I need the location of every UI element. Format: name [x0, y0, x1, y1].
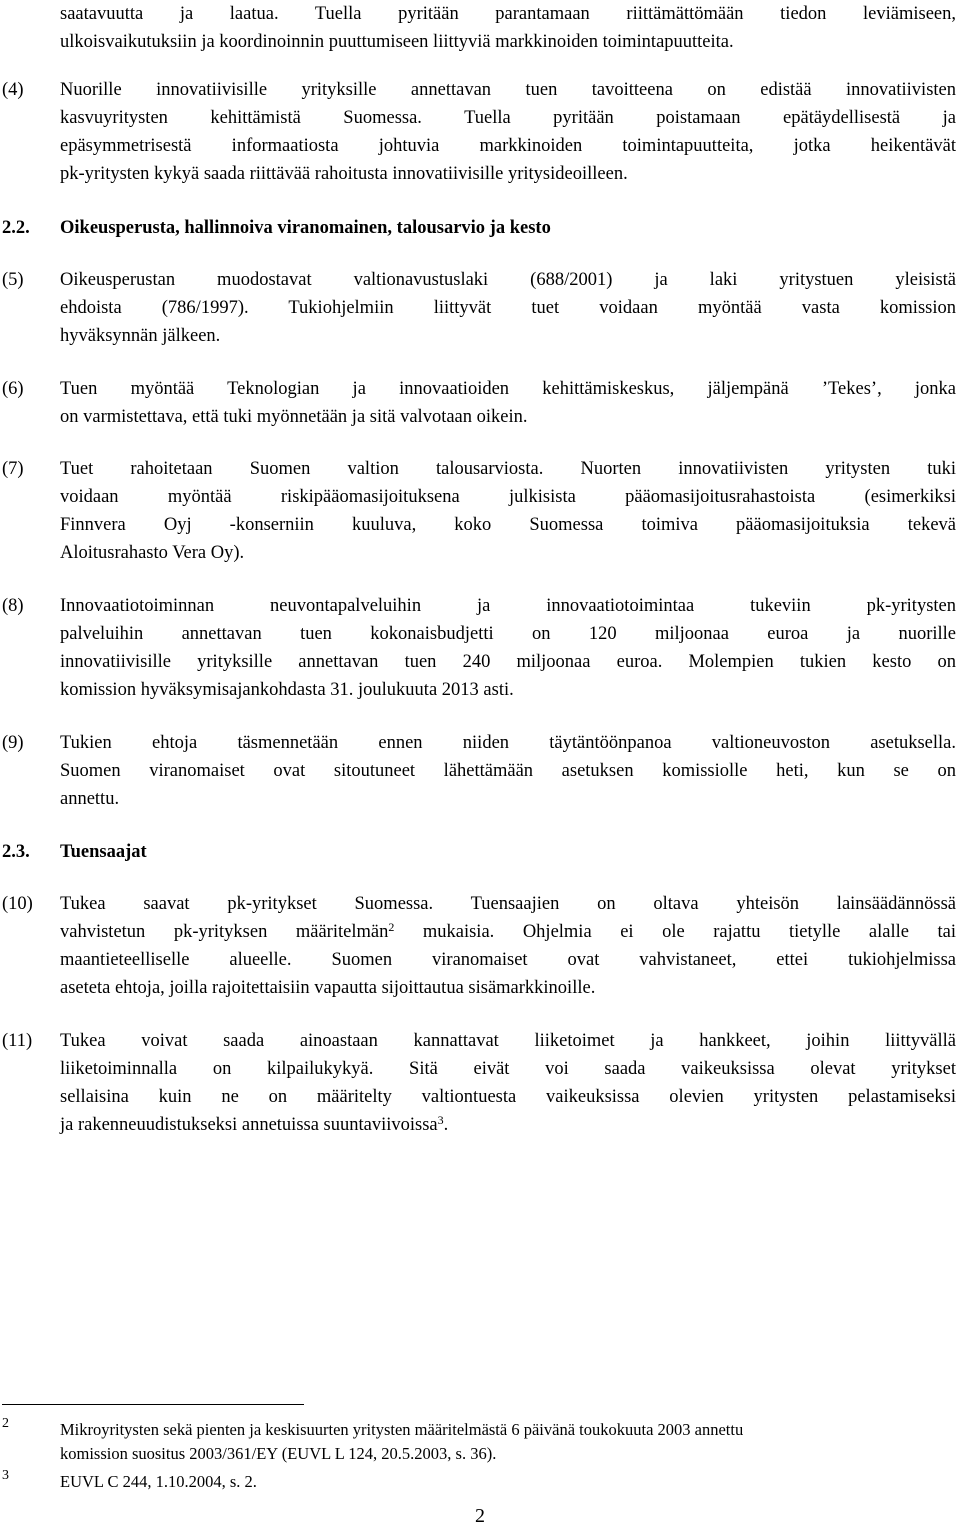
paragraph-line: Suomen viranomaiset ovat sitoutuneet lähettämään asetuksen komissiolle heti, kun se on — [60, 761, 956, 781]
intro-line: saatavuutta ja laatua. Tuella pyritään parantamaan riittämättömään tiedon leviämiseen, — [60, 4, 956, 24]
paragraph-line: on varmistettava, että tuki myönnetään ja sitä valvotaan oikein. — [60, 407, 528, 427]
paragraph-number: (11) — [2, 1031, 33, 1051]
paragraph-line-text: . — [443, 1115, 449, 1135]
footnote-body — [60, 1470, 940, 1494]
paragraph-line: hyväksynnän jälkeen. — [60, 326, 221, 346]
paragraph-body — [60, 266, 956, 350]
footnote-line: Mikroyritysten sekä pienten ja keskisuurten yritysten määritelmästä 6 päivänä toukokuuta 2003 annettu — [60, 1420, 744, 1439]
footnote-reference[interactable]: 3 — [437, 1113, 444, 1127]
paragraph-line: liiketoiminnalla on kilpailukykyä. Sitä eivät voi saada vaikeuksissa olevat yritykset — [60, 1059, 956, 1079]
paragraph-line — [60, 918, 956, 946]
paragraph-line: ehdoista (786/1997). Tukiohjelmiin liittyvät tuet voidaan myöntää vasta komission — [60, 298, 956, 318]
paragraph-line: Tuet rahoitetaan Suomen valtion talousarviosta. Nuorten innovatiivisten yritysten tuki — [60, 459, 956, 479]
paragraph-body — [60, 592, 956, 704]
paragraph-line-text: mukaisia. Ohjelmia ei ole rajattu tietylle alalle tai — [394, 922, 956, 942]
paragraph-number: (10) — [2, 894, 33, 914]
paragraph-line: sellaisina kuin ne on määritelty valtiontuesta vaikeuksissa olevien yritysten pelastamiseksi — [60, 1087, 956, 1107]
paragraph-body — [60, 1027, 956, 1139]
paragraph-body — [60, 375, 956, 431]
intro-continuation — [60, 0, 956, 56]
paragraph-line: Nuorille innovatiivisille yrityksille annettavan tuen tavoitteena on edistää innovatiivisten — [60, 80, 956, 100]
footnote-line: komission suositus 2003/361/EY (EUVL L 124, 20.5.2003, s. 36). — [60, 1444, 497, 1463]
paragraph-line: Finnvera Oyj -konserniin kuuluva, koko Suomessa toimiva pääomasijoituksia tekevä — [60, 515, 956, 535]
paragraph-line: Tukea saavat pk-yritykset Suomessa. Tuensaajien on oltava yhteisön lainsäädännössä — [60, 894, 956, 914]
page-number: 2 — [475, 1505, 485, 1527]
paragraph-line: aseteta ehtoja, joilla rajoitettaisiin vapautta sijoittautua sisämarkkinoille. — [60, 978, 596, 998]
paragraph-number: (6) — [2, 379, 24, 399]
paragraph-line: kasvuyritysten kehittämistä Suomessa. Tuella pyritään poistamaan epätäydellisestä ja — [60, 108, 956, 128]
footnote-reference[interactable]: 2 — [388, 920, 395, 934]
paragraph-line-text: ja rakenneuudistukseksi annetuissa suuntaviivoissa — [60, 1115, 438, 1135]
paragraph-body — [60, 890, 956, 1002]
paragraph-number: (5) — [2, 270, 24, 290]
paragraph-line: annettu. — [60, 789, 120, 809]
paragraph-line — [60, 1111, 956, 1139]
heading-number: 2.2. — [2, 218, 30, 238]
paragraph-line: maantieteelliselle alueelle. Suomen viranomaiset ovat vahvistaneet, ettei tukiohjelmissa — [60, 950, 956, 970]
paragraph-line: palveluihin annettavan tuen kokonaisbudjetti on 120 miljoonaa euroa ja nuorille — [60, 624, 956, 644]
paragraph-body — [60, 76, 956, 188]
paragraph-number: (8) — [2, 596, 24, 616]
paragraph-line: Innovaatiotoiminnan neuvontapalveluihin ja innovaatiotoimintaa tukeviin pk-yritysten — [60, 596, 956, 616]
footnote-separator — [2, 1404, 304, 1405]
paragraph-body — [60, 729, 956, 813]
paragraph-line: pk-yritysten kykyä saada riittävää rahoitusta innovatiivisille yritysideoilleen. — [60, 164, 628, 184]
paragraph-line: komission hyväksymisajankohdasta 31. joulukuuta 2013 asti. — [60, 680, 514, 700]
footnote-line: EUVL C 244, 1.10.2004, s. 2. — [60, 1472, 257, 1491]
footnote-body — [60, 1418, 940, 1466]
paragraph-line: innovatiivisille yrityksille annettavan tuen 240 miljoonaa euroa. Molempien tukien kesto on — [60, 652, 956, 672]
paragraph-body — [60, 455, 956, 567]
paragraph-line-text: vahvistetun pk-yrityksen määritelmän — [60, 922, 389, 942]
paragraph-number: (7) — [2, 459, 24, 479]
paragraph-line: Aloitusrahasto Vera Oy). — [60, 543, 245, 563]
paragraph-line: Tukien ehtoja täsmennetään ennen niiden täytäntöönpanoa valtioneuvoston asetuksella. — [60, 733, 956, 753]
paragraph-number: (9) — [2, 733, 24, 753]
paragraph-number: (4) — [2, 80, 24, 100]
paragraph-line: Tuen myöntää Teknologian ja innovaatioiden kehittämiskeskus, jäljempänä ’Tekes’, jonka — [60, 379, 956, 399]
heading-title: Tuensaajat — [60, 842, 147, 862]
intro-line: ulkoisvaikutuksiin ja koordinoinnin puuttumiseen liittyviä markkinoiden toimintapuutteita. — [60, 32, 734, 52]
footnote-number: 2 — [2, 1416, 9, 1431]
paragraph-line: Oikeusperustan muodostavat valtionavustuslaki (688/2001) ja laki yritystuen yleisistä — [60, 270, 956, 290]
paragraph-line: epäsymmetrisestä informaatiosta johtuvia markkinoiden toimintapuutteita, jotka heikentävät — [60, 136, 956, 156]
heading-title: Oikeusperusta, hallinnoiva viranomainen, talousarvio ja kesto — [60, 218, 551, 238]
paragraph-line: Tukea voivat saada ainoastaan kannattavat liiketoimet ja hankkeet, joihin liittyvällä — [60, 1031, 956, 1051]
paragraph-line: voidaan myöntää riskipääomasijoituksena julkisista pääomasijoitusrahastoista (esimerkiksi — [60, 487, 956, 507]
footnote-number: 3 — [2, 1468, 9, 1483]
heading-number: 2.3. — [2, 842, 30, 862]
